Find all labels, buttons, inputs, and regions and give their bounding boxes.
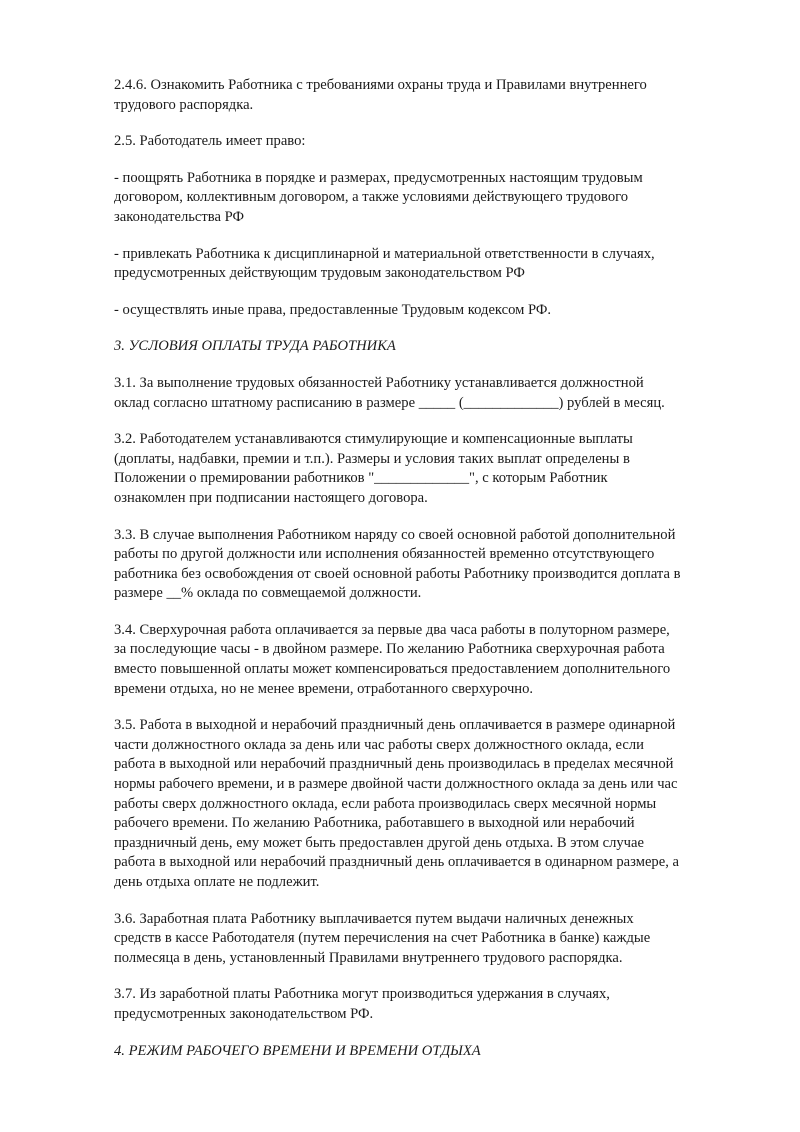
text-line: договором, коллективным договором, а также условиями действующего трудового bbox=[114, 189, 629, 206]
clause-2-5-item-reward bbox=[114, 169, 754, 228]
text-line: день отдыха оплате не подлежит. bbox=[114, 874, 320, 890]
text-line: работа в выходной или нерабочий праздничный день производилась в пределах месячной bbox=[114, 756, 674, 773]
text-line: времени отдыха, но не менее времени, отработанного сверхурочно. bbox=[114, 680, 534, 697]
clause-3-5 bbox=[114, 716, 754, 892]
text-line: 3.2. Работодателем устанавливаются стимулирующие и компенсационные выплаты bbox=[114, 431, 633, 448]
text-line: праздничный день, ему может быть предоставлен другой день отдыха. В этом случае bbox=[114, 834, 644, 851]
text-line: полмесяца в день, установленный Правилами внутреннего трудового распорядка. bbox=[114, 949, 623, 966]
text-line: 3.6. Заработная плата Работнику выплачивается путем выдачи наличных денежных bbox=[114, 910, 634, 927]
section-heading-3 bbox=[114, 337, 754, 357]
text-line: - привлекать Работника к дисциплинарной и материальной ответственности в случаях, bbox=[114, 245, 655, 262]
text-line: Положении о премировании работников "_____________", с которым Работник bbox=[114, 470, 608, 487]
text-line: - поощрять Работника в порядке и размерах, предусмотренных настоящим трудовым bbox=[114, 169, 643, 186]
clause-2-4-6 bbox=[114, 76, 754, 115]
text-line: рабочего времени. По желанию Работника, работавшего в выходной или нерабочий bbox=[114, 815, 635, 832]
clause-2-5-item-liability bbox=[114, 245, 754, 284]
text-line: работника без освобождения от своей основной работы Работнику производится доплата в bbox=[114, 565, 681, 582]
text-line: работа в выходной или нерабочий праздничный день оплачивается в одинарном размере, а bbox=[114, 854, 679, 871]
text-line: 3.3. В случае выполнения Работником наряду со своей основной работой дополнительной bbox=[114, 526, 676, 543]
heading-text: 3. УСЛОВИЯ ОПЛАТЫ ТРУДА РАБОТНИКА bbox=[114, 338, 396, 355]
text-line: за последующие часы - в двойном размере. По желанию Работника сверхурочная работа bbox=[114, 641, 665, 658]
clause-2-5-item-other-rights bbox=[114, 301, 754, 321]
text-line: нормы рабочего времени, и в размере двойной части должностного оклада за день или час bbox=[114, 776, 678, 793]
clause-3-7 bbox=[114, 985, 754, 1024]
text-line: (доплаты, надбавки, премии и т.п.). Размеры и условия таких выплат определены в bbox=[114, 450, 630, 467]
heading-text: 4. РЕЖИМ РАБОЧЕГО ВРЕМЕНИ И ВРЕМЕНИ ОТДЫХА bbox=[114, 1042, 481, 1059]
clause-3-6 bbox=[114, 910, 754, 969]
text-line: 2.4.6. Ознакомить Работника с требованиями охраны труда и Правилами внутреннего bbox=[114, 77, 647, 93]
clause-3-1 bbox=[114, 374, 754, 413]
text-line: работы по другой должности или исполнения обязанностей временно отсутствующего bbox=[114, 546, 655, 563]
text-line: оклад согласно штатному расписанию в размере _____ (_____________) рублей в месяц. bbox=[114, 394, 665, 411]
text-line: - осуществлять иные права, предоставленные Трудовым кодексом РФ. bbox=[114, 301, 552, 318]
text-line: 3.4. Сверхурочная работа оплачивается за первые два часа работы в полуторном размере, bbox=[114, 621, 670, 638]
document-page bbox=[114, 76, 754, 1078]
text-line: средств в кассе Работодателя (путем перечисления на счет Работника в банке) каждые bbox=[114, 930, 651, 947]
text-line: законодательства РФ bbox=[114, 208, 244, 225]
text-line: вместо повышенной оплаты может компенсироваться предоставлением дополнительного bbox=[114, 661, 671, 678]
text-line: 3.5. Работа в выходной и нерабочий праздничный день оплачивается в размере одинарной bbox=[114, 717, 676, 734]
text-line: ознакомлен при подписании настоящего договора. bbox=[114, 489, 428, 506]
text-line: 3.1. За выполнение трудовых обязанностей Работнику устанавливается должностной bbox=[114, 374, 644, 391]
section-heading-4 bbox=[114, 1042, 754, 1062]
text-line: предусмотренных законодательством РФ. bbox=[114, 1005, 374, 1022]
text-line: части должностного оклада за день или час работы сверх должностного оклада, если bbox=[114, 736, 644, 753]
text-line: 2.5. Работодатель имеет право: bbox=[114, 133, 306, 150]
text-line: трудового распорядка. bbox=[114, 96, 254, 113]
text-line: работы сверх должностного оклада, если работа производилась сверх месячной нормы bbox=[114, 795, 657, 812]
text-line: 3.7. Из заработной платы Работника могут производиться удержания в случаях, bbox=[114, 986, 610, 1003]
clause-3-4 bbox=[114, 621, 754, 699]
clause-3-3 bbox=[114, 526, 754, 604]
text-line: предусмотренных действующим трудовым законодательством РФ bbox=[114, 265, 525, 282]
text-line: размере __% оклада по совмещаемой должности. bbox=[114, 585, 422, 602]
clause-3-2 bbox=[114, 430, 754, 508]
clause-2-5 bbox=[114, 132, 754, 152]
